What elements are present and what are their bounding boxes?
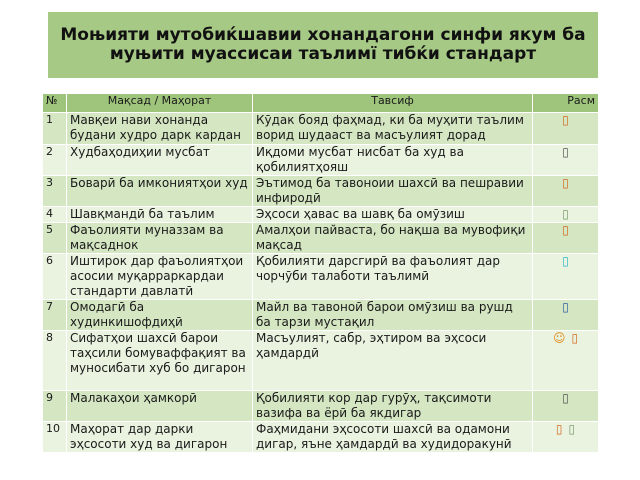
table-row — [43, 145, 599, 176]
row-description: Эътимод ба тавоноии шахсӣ ва пешравии инфиродӣ — [253, 176, 533, 207]
row-image — [533, 145, 599, 176]
picture-icon: ▯ — [562, 145, 569, 159]
row-image — [533, 422, 599, 453]
row-goal: Худбаҳодиҳии мусбат — [67, 145, 253, 176]
table-row — [43, 331, 599, 391]
row-description: Фаҳмидани эҳсосоти шахсӣ ва одамони дигар, яъне ҳамдардӣ ва худидоракунӣ — [253, 422, 533, 453]
row-number: 6 — [43, 254, 67, 300]
row-image — [533, 391, 599, 422]
header-number: № — [43, 94, 67, 113]
row-goal: Малакаҳои ҳамкорӣ — [67, 391, 253, 422]
picture-icon: ▯ — [571, 331, 579, 345]
row-number: 10 — [43, 422, 67, 453]
row-description: Кӯдак бояд фаҳмад, ки ба муҳити таълим ворид шудааст ва масъулият дорад — [253, 113, 533, 145]
row-goal: Иштирок дар фаъолиятҳои асосии муқарраркардаи стандарти давлатӣ — [67, 254, 253, 300]
row-description: Қобилияти кор дар гурӯҳ, тақсимоти вазифа ва ёрӣ ба якдигар — [253, 391, 533, 422]
row-description: Амалҳои пайваста, бо нақша ва мувофиқи мақсад — [253, 223, 533, 254]
table-row — [43, 176, 599, 207]
page-title: Моњияти мутобиќшавии хонандагони синфи якум ба муњити муассисаи таълимї тибќи стандарт — [60, 25, 586, 64]
picture-icon: ▯ — [562, 223, 569, 237]
row-number: 8 — [43, 331, 67, 391]
picture-icon: ▯ — [562, 207, 569, 221]
picture-icon: ▯ — [562, 300, 569, 314]
row-goal: Омодагӣ ба худинкишофдиҳӣ — [67, 300, 253, 331]
row-number: 4 — [43, 207, 67, 223]
header-goal: Мақсад / Маҳорат — [67, 94, 253, 113]
row-goal: Маҳорат дар дарки эҳсосоти худ ва дигарон — [67, 422, 253, 453]
table-row — [43, 300, 599, 331]
row-number: 5 — [43, 223, 67, 254]
row-number: 3 — [43, 176, 67, 207]
row-goal: Сифатҳои шахсӣ барои таҳсили бомуваффақият ва муносибати хуб бо дигарон — [67, 331, 253, 391]
picture-icon: ▯ — [555, 422, 563, 436]
row-image — [533, 223, 599, 254]
row-description: Иқдоми мусбат нисбат ба худ ва қобилиятҳояш — [253, 145, 533, 176]
picture-icon: ▯ — [568, 422, 576, 436]
row-description: Эҳсоси ҳавас ва шавқ ба омӯзиш — [253, 207, 533, 223]
table-row — [43, 207, 599, 223]
table-row — [43, 422, 599, 453]
header-image: Расм — [533, 94, 599, 113]
row-goal: Боварӣ ба имкониятҳои худ — [67, 176, 253, 207]
row-image — [533, 254, 599, 300]
row-number: 1 — [43, 113, 67, 145]
row-image — [533, 176, 599, 207]
picture-icon: ▯ — [562, 254, 569, 268]
row-description: Масъулият, сабр, эҳтиром ва эҳсоси ҳамдардӣ — [253, 331, 533, 391]
row-image — [533, 300, 599, 331]
table-row — [43, 113, 599, 145]
table-body — [43, 113, 599, 453]
row-description: Қобилияти дарсгирӣ ва фаъолият дар чорчӯби талаботи таълимӣ — [253, 254, 533, 300]
row-image — [533, 331, 599, 391]
row-description: Майл ва тавоноӣ барои омӯзиш ва рушд ба тарзи мустақил — [253, 300, 533, 331]
row-goal: Шавқмандӣ ба таълим — [67, 207, 253, 223]
row-image — [533, 113, 599, 145]
row-goal: Фаъолияти муназзам ва мақсаднок — [67, 223, 253, 254]
row-number: 7 — [43, 300, 67, 331]
row-number: 9 — [43, 391, 67, 422]
table-row — [43, 223, 599, 254]
header-description: Тавсиф — [253, 94, 533, 113]
table-row — [43, 254, 599, 300]
picture-icon: ▯ — [562, 391, 569, 405]
row-number: 2 — [43, 145, 67, 176]
row-image — [533, 207, 599, 223]
table-row — [43, 391, 599, 422]
picture-icon: ▯ — [562, 176, 569, 190]
picture-icon: ▯ — [562, 113, 569, 127]
table-header-row — [43, 94, 599, 113]
smile-icon: ☺ — [552, 331, 566, 345]
row-goal: Мавқеи нави хонанда будани худро дарк кардан — [67, 113, 253, 145]
title-banner — [48, 12, 598, 78]
skills-table — [42, 93, 599, 453]
